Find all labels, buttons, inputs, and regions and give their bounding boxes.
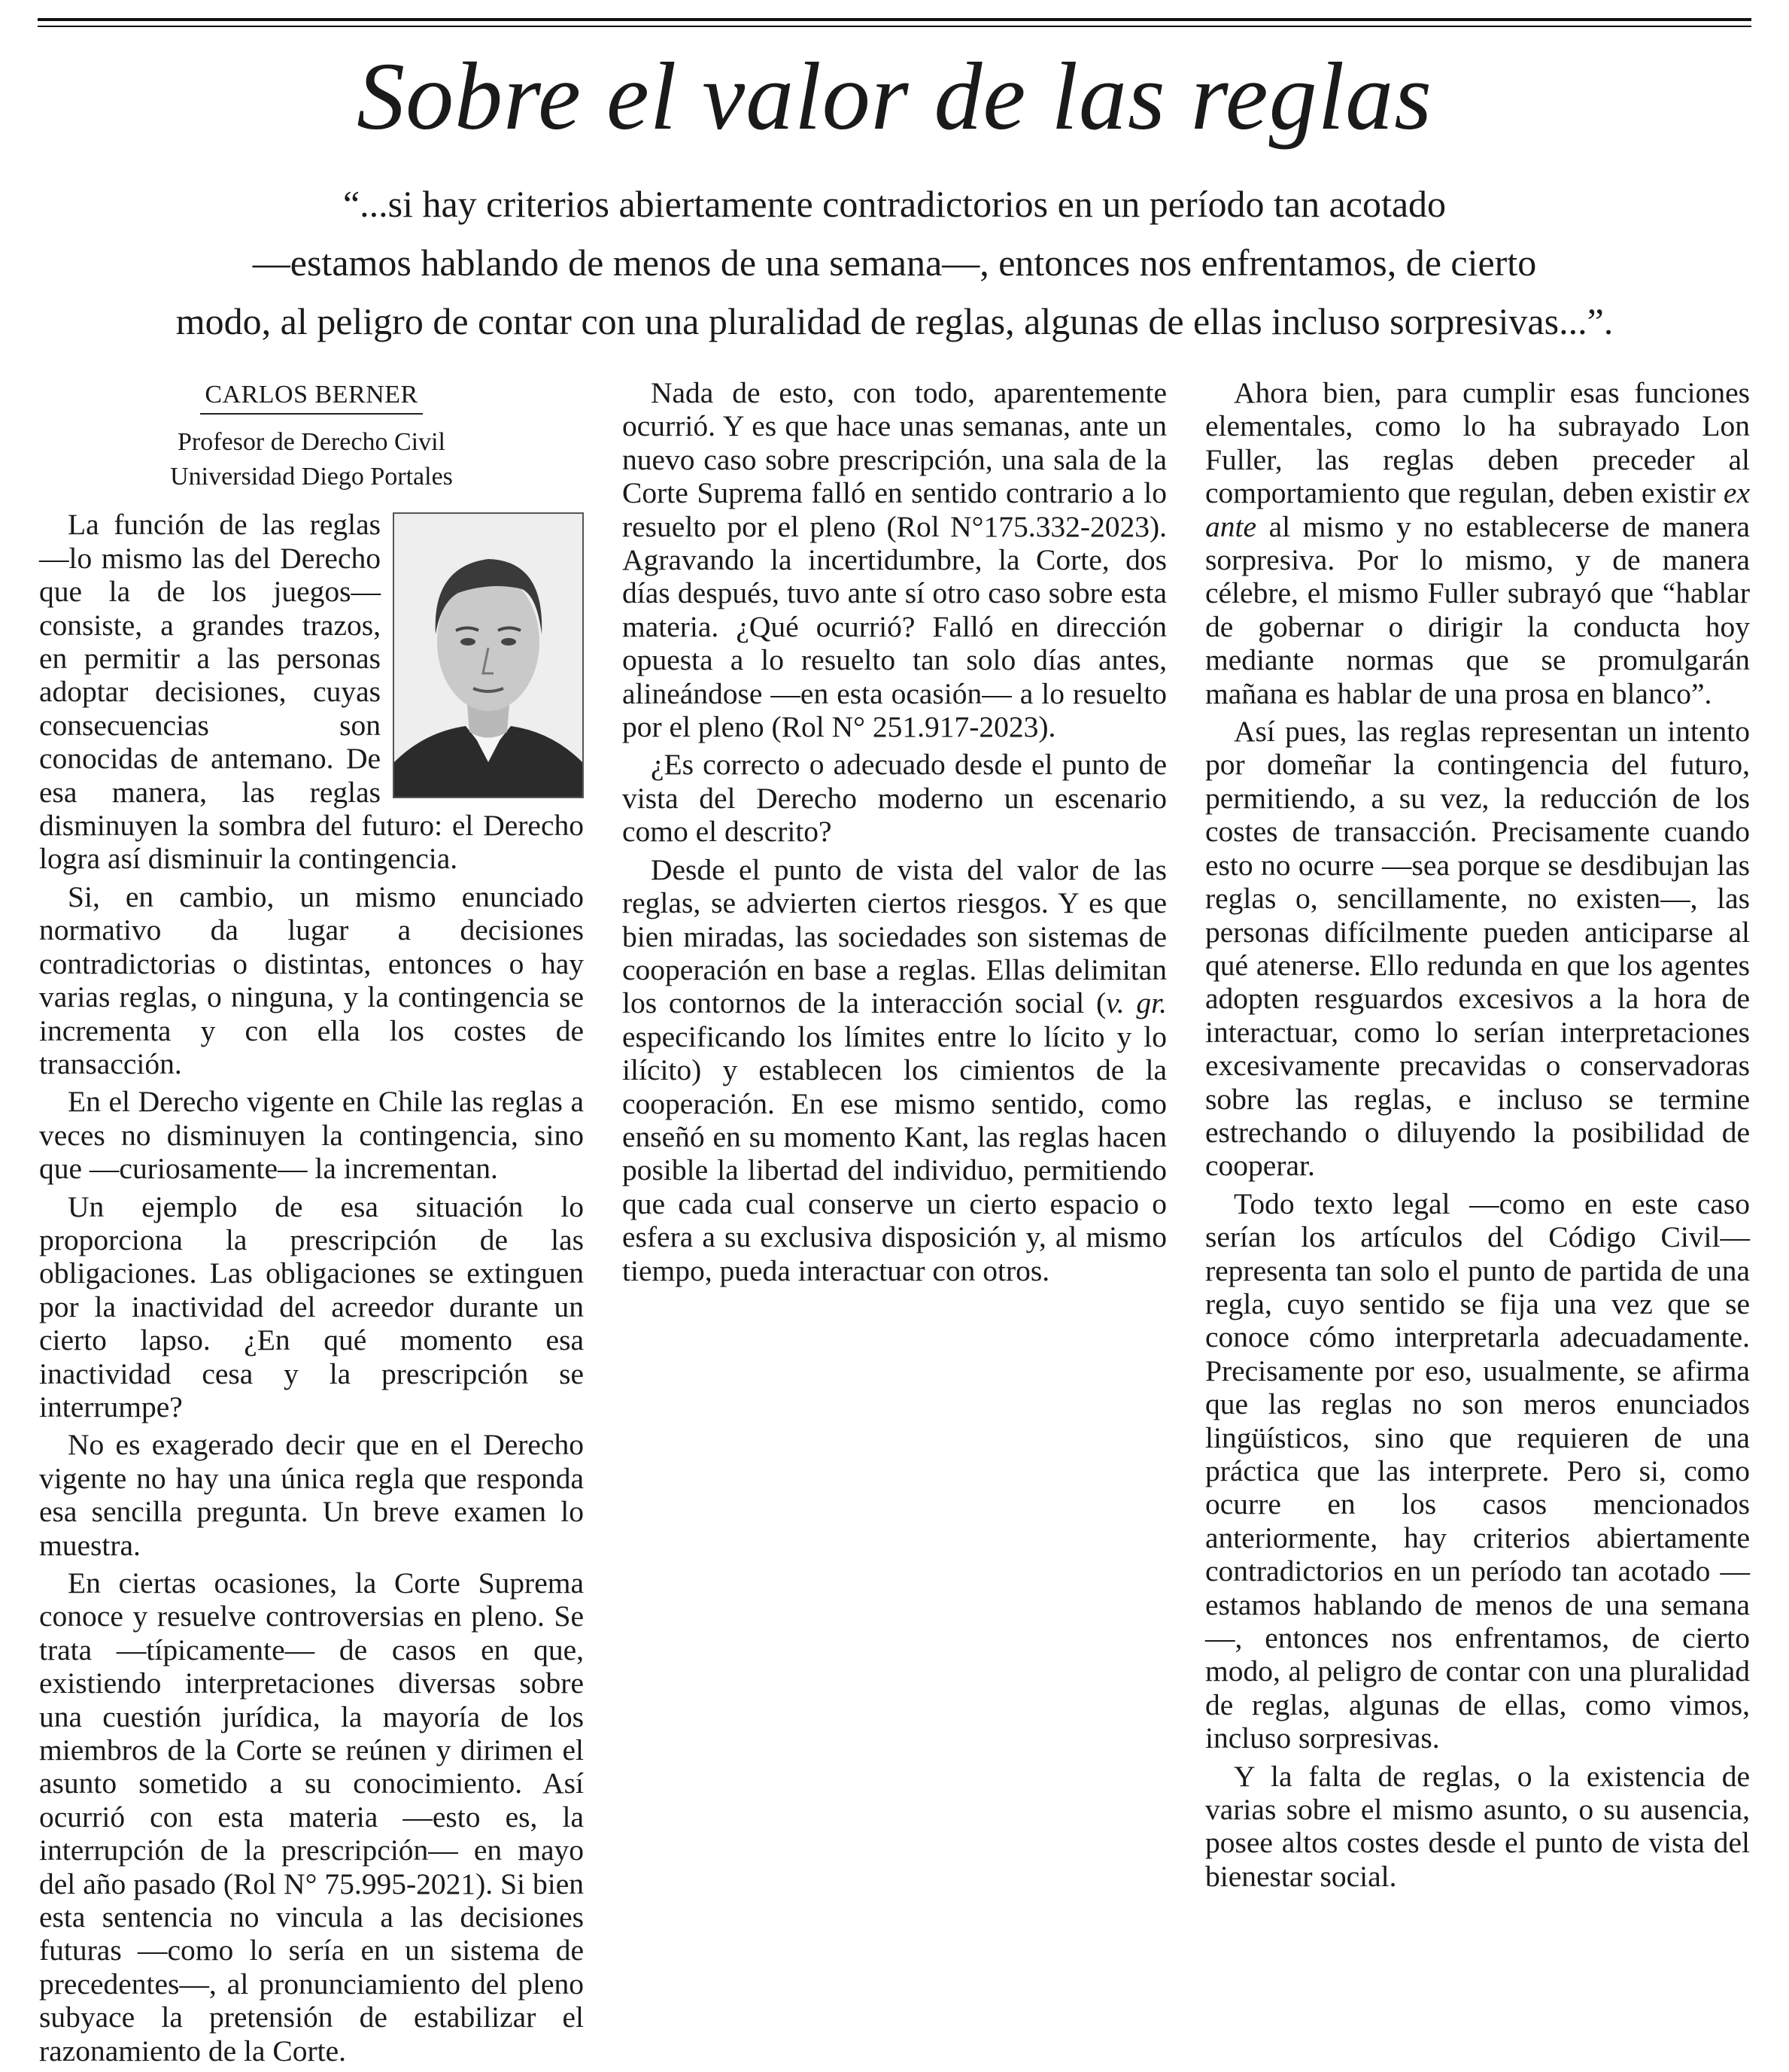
paragraph: Desde el punto de vista del valor de las reglas, se advierten ciertos riesgos. Y es que bien miradas, las sociedades son sistemas de cooperación en base a reglas. Ellas delimitan los contornos de la interacción social (v. gr. especificando los límites entre lo lícito y lo ilícito) y establecen los cimientos de la cooperación. En ese mismo sentido, como enseñó en su momento Kant, las reglas hacen posible la libertad del individuo, permitiendo que cada cual conserve un cierto espacio o esfera a su exclusiva disposición y, al mismo tiempo, pueda interactuar con otros.: [622, 852, 1167, 1287]
author-affiliation: Universidad Diego Portales: [170, 463, 453, 491]
paragraph: Nada de esto, con todo, aparentemente ocurrió. Y es que hace unas semanas, ante un nuevo caso sobre prescripción, una sala de la Corte Suprema falló en sentido contrario a lo resuelto por el pleno (Rol N°175.332-2023). Agravando la incertidumbre, la Corte, dos días después, tuvo ante sí otro caso sobre esta materia. ¿Qué ocurrió? Falló en dirección opuesta a lo resuelto tan solo días antes, alineándose —en esta ocasión— a lo resuelto por el pleno (Rol N° 251.917-2023).: [622, 376, 1167, 744]
paragraph: En el Derecho vigente en Chile las reglas a veces no disminuyen la contingencia, sino que —curiosamente— la incrementan.: [39, 1085, 584, 1186]
pull-quote: [68, 175, 1721, 351]
pull-quote-line: modo, al peligro de contar con una pluralidad de reglas, algunas de ellas incluso sorpresivas...”.: [175, 300, 1614, 342]
portrait-icon: [394, 514, 582, 797]
column-3: [1205, 376, 1750, 1897]
paragraph: En ciertas ocasiones, la Corte Suprema conoce y resuelve controversias en pleno. Se trata —típicamente— de casos en que, existiendo interpretaciones diversas sobre una cuestión jurídica, la mayoría de los miembros de la Corte se reúnen y dirimen el asunto sometido a su conocimiento. Así ocurrió con esta materia —esto es, la interrupción de la prescripción— en mayo del año pasado (Rol N° 75.995-2021). Si bien esta sentencia no vincula a las decisiones futuras —como lo sería en un sistema de precedentes—, al pronunciamiento del pleno subyace la pretensión de estabilizar el razonamiento de la Corte.: [39, 1566, 584, 2067]
pull-quote-line: “...si hay criterios abiertamente contradictorios en un período tan acotado: [342, 183, 1447, 225]
paragraph: ¿Es correcto o adecuado desde el punto de vista del Derecho moderno un escenario como el descrito?: [622, 748, 1167, 849]
author-role: Profesor de Derecho Civil: [178, 428, 445, 457]
byline: [39, 376, 584, 494]
paragraph: Un ejemplo de esa situación lo proporciona la prescripción de las obligaciones. Las obligaciones se extinguen por la inactividad del acreedor durante un cierto lapso. ¿En qué momento esa inactividad cesa y la prescripción se interrumpe?: [39, 1189, 584, 1423]
paragraph: Ahora bien, para cumplir esas funciones elementales, como lo ha subrayado Lon Fuller, las reglas deben preceder al comportamiento que regulan, deben existir ex ante al mismo y no establecerse de manera sorpresiva. Por lo mismo, y de manera célebre, el mismo Fuller subrayó que “hablar de gobernar o dirigir la conducta hoy mediante normas que se promulgarán mañana es hablar de una prosa en blanco”.: [1205, 376, 1750, 710]
author-photo: [393, 512, 584, 798]
column-1: [39, 376, 584, 2072]
paragraph: Y la falta de reglas, o la existencia de varias sobre el mismo asunto, o su ausencia, posee altos costes desde el punto de vista del bienestar social.: [1205, 1759, 1750, 1893]
paragraph: No es exagerado decir que en el Derecho vigente no hay una única regla que responda esa sencilla pregunta. Un breve examen lo muestra.: [39, 1428, 584, 1562]
paragraph: Así pues, las reglas representan un intento por domeñar la contingencia del futuro, permitiendo, a su vez, la reducción de los costes de transacción. Precisamente cuando esto no ocurre —sea porque se desdibujan las reglas o, sencillamente, no existen—, las personas difícilmente pueden anticiparse al qué atenerse. Ello redunda en que los agentes adopten resguardos excesivos a la hora de interactuar, como lo serían interpretaciones excesivamente precavidas o conservadoras sobre las reglas, e incluso se termine estrechando o diluyendo la posibilidad de cooperar.: [1205, 715, 1750, 1183]
headline: Sobre el valor de las reglas: [357, 43, 1432, 150]
pull-quote-line: —estamos hablando de menos de una semana—, entonces nos enfrentamos, de cierto: [252, 242, 1537, 284]
paragraph: Todo texto legal —como en este caso serían los artículos del Código Civil— representa tan solo el punto de partida de una regla, cuyo sentido se fija una vez que se conoce cómo interpretarla adecuadamente. Precisamente por eso, usualmente, se afirma que las reglas no son meros enunciados lingüísticos, sino que requieren de una práctica que las interprete. Pero si, como ocurre en los casos mencionados anteriormente, hay criterios abiertamente contradictorios en un período tan acotado —estamos hablando de menos de una semana—, entonces nos enfrentamos, de cierto modo, al peligro de contar con una pluralidad de reglas, algunas de ellas, como vimos, incluso sorpresivas.: [1205, 1186, 1750, 1755]
paragraph: Si, en cambio, un mismo enunciado normativo da lugar a decisiones contradictorias o distintas, entonces o hay varias reglas, o ninguna, y la contingencia se incrementa y con ella los costes de transacción.: [39, 880, 584, 1080]
author-name: CARLOS BERNER: [200, 378, 422, 415]
paragraph: La función de las reglas —lo mismo las del Derecho que la de los juegos— consiste, a grandes trazos, en permitir a las personas adoptar decisiones, cuyas consecuencias son conocidas de antemano. De esa manera, las reglas disminuyen la sombra del futuro: el Derecho logra así disminuir la contingencia.: [39, 508, 584, 876]
column-2: [622, 376, 1167, 1292]
top-double-rule: [38, 18, 1751, 27]
